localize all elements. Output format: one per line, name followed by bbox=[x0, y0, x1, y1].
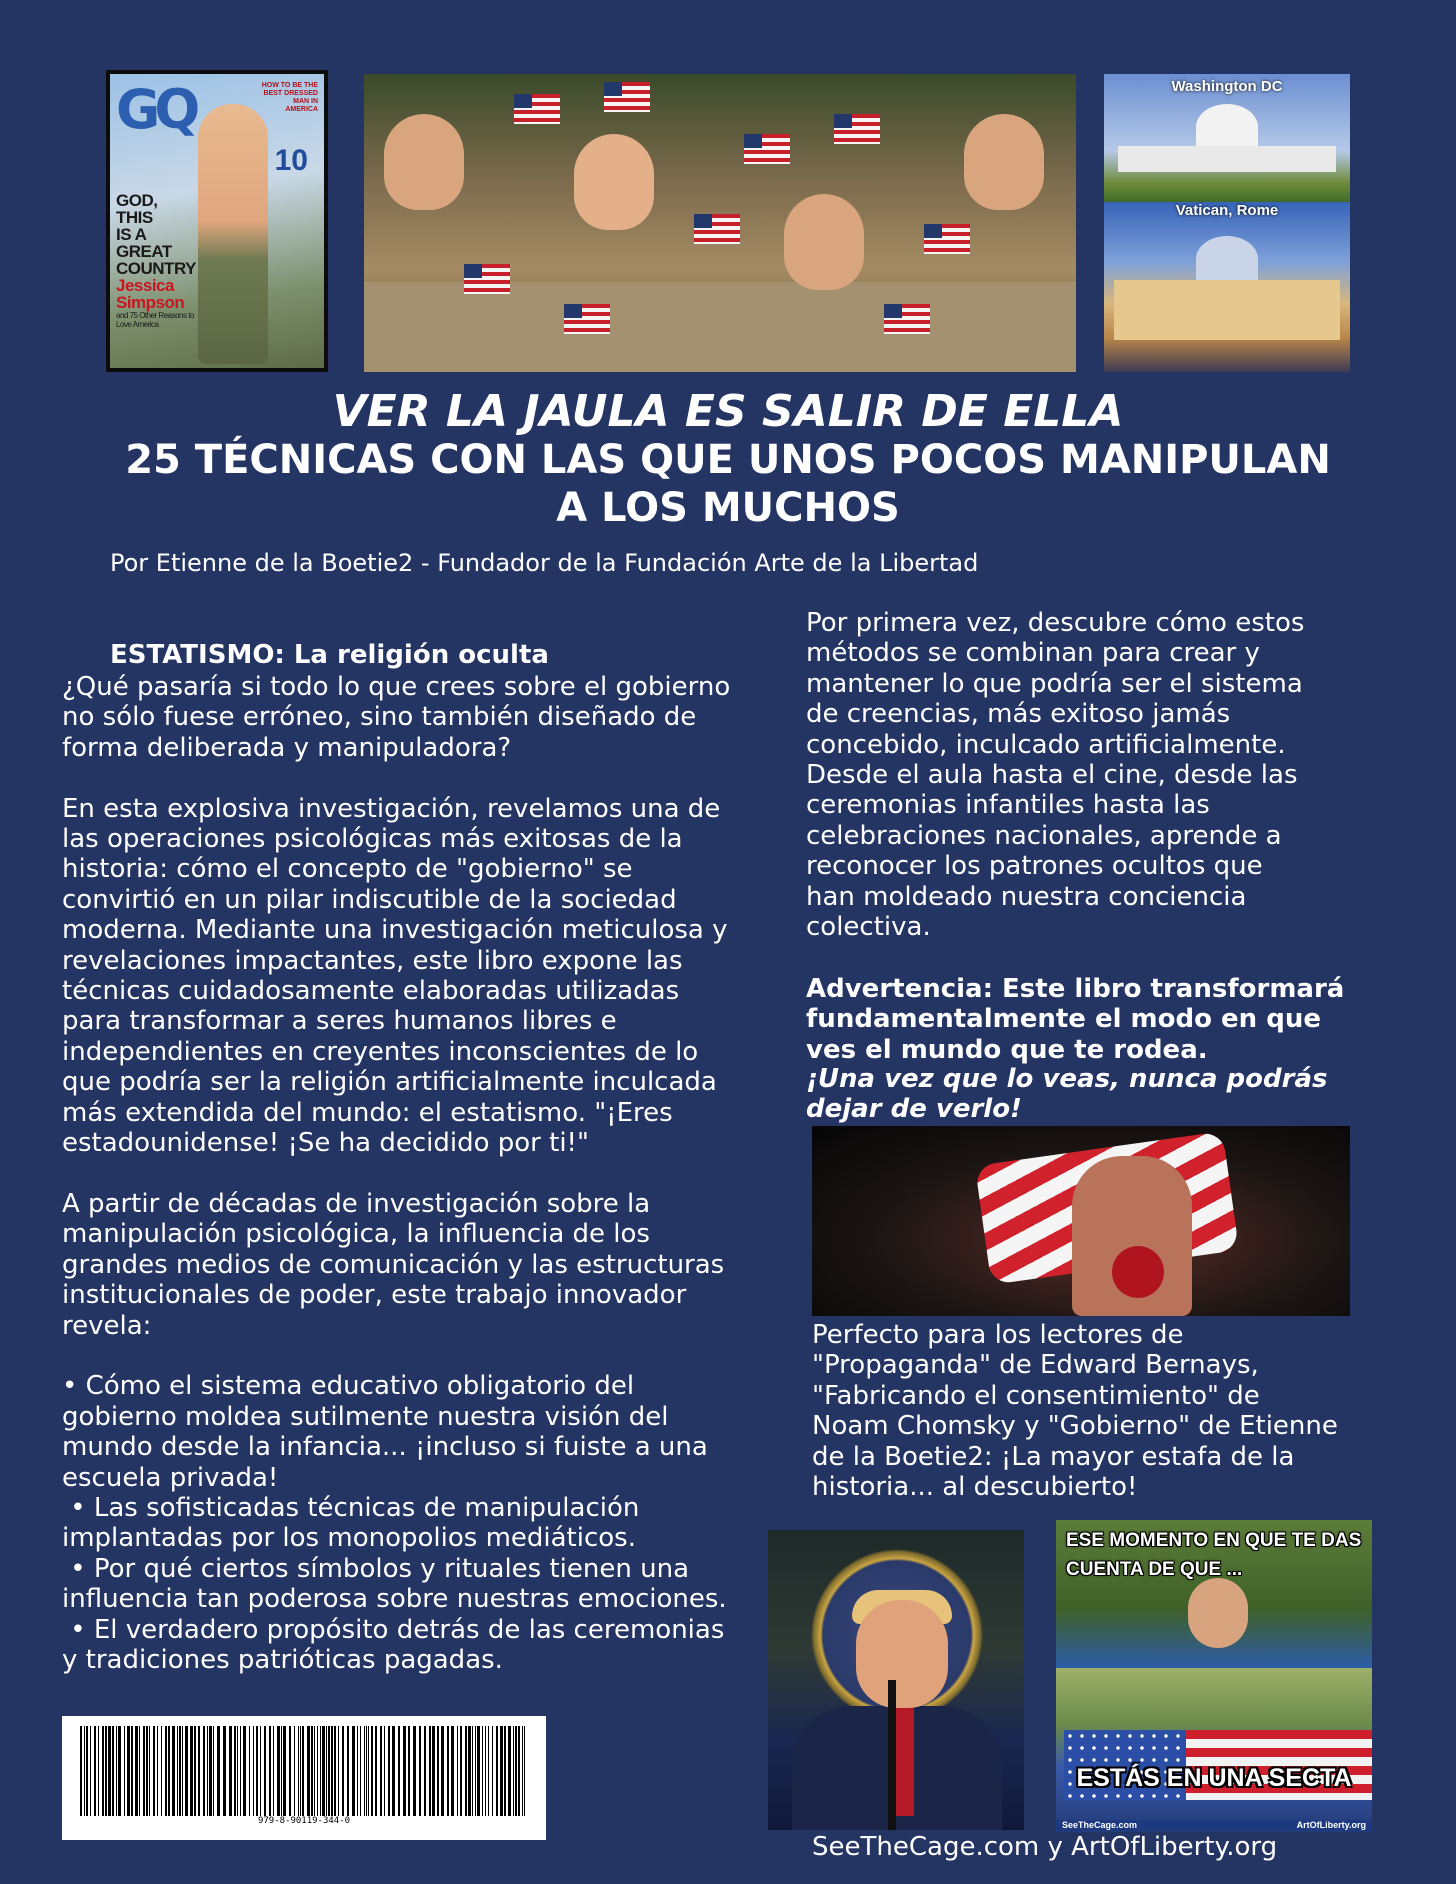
gq-logo: GQ bbox=[116, 78, 195, 141]
boxer-with-flag-photo bbox=[812, 1126, 1350, 1316]
barcode-bar bbox=[240, 1726, 241, 1816]
barcode-bar bbox=[388, 1726, 390, 1816]
barcode-bar bbox=[371, 1726, 373, 1816]
barcode-bar bbox=[98, 1726, 99, 1816]
barcode-bar bbox=[203, 1726, 205, 1816]
isbn-number: 979-8-90119-344-0 bbox=[257, 1816, 351, 1826]
barcode-bar bbox=[298, 1726, 299, 1816]
barcode-bar bbox=[331, 1726, 333, 1816]
barcode-bar bbox=[277, 1726, 280, 1816]
barcode-bar bbox=[185, 1726, 188, 1816]
barcode-bar bbox=[451, 1726, 454, 1816]
barcode-bar bbox=[143, 1726, 145, 1816]
barcode-bar bbox=[437, 1726, 439, 1816]
barcode-bar bbox=[165, 1726, 167, 1816]
barcode-bar bbox=[168, 1726, 170, 1816]
barcode-bar bbox=[112, 1726, 114, 1816]
barcode-bar bbox=[253, 1726, 254, 1816]
barcode-bar bbox=[518, 1726, 520, 1816]
barcode-bar bbox=[146, 1726, 148, 1816]
barcode-bar bbox=[398, 1726, 400, 1816]
barcode-bar bbox=[105, 1726, 107, 1816]
barcode-bar bbox=[294, 1726, 295, 1816]
section-heading: ESTATISMO: La religión oculta bbox=[110, 640, 549, 670]
barcode-bar bbox=[157, 1726, 158, 1816]
barcode-bar bbox=[500, 1726, 503, 1816]
barcode-bar bbox=[475, 1726, 476, 1816]
barcode-bar bbox=[460, 1726, 462, 1816]
barcode-bar bbox=[273, 1726, 274, 1816]
barcode-bar bbox=[116, 1726, 117, 1816]
barcode-bar bbox=[457, 1726, 458, 1816]
barcode-bar bbox=[190, 1726, 193, 1816]
barcode-bar bbox=[86, 1726, 88, 1816]
scouts-saluting-photo bbox=[364, 74, 1076, 372]
barcode-bar bbox=[488, 1726, 489, 1816]
author-line: Por Etienne de la Boetie2 - Fundador de la Fundación Arte de la Libertad bbox=[110, 549, 979, 577]
barcode-bar bbox=[260, 1726, 261, 1816]
cover-model-figure bbox=[198, 104, 268, 364]
barcode-bar bbox=[441, 1726, 444, 1816]
barcode-bar bbox=[182, 1726, 183, 1816]
barcode-bar bbox=[237, 1726, 238, 1816]
washington-label: Washington DC bbox=[1171, 78, 1283, 95]
meme-bottom-caption: ESTÁS EN UNA SECTA bbox=[1076, 1764, 1352, 1792]
barcode-bar bbox=[482, 1726, 483, 1816]
barcode-bar bbox=[172, 1726, 175, 1816]
barcode-bar bbox=[127, 1726, 130, 1816]
barcode-bar bbox=[468, 1726, 471, 1816]
barcode-bar bbox=[320, 1726, 321, 1816]
barcode-bar bbox=[161, 1726, 162, 1816]
barcode-bar bbox=[419, 1726, 421, 1816]
barcode-bars bbox=[80, 1726, 528, 1816]
barcode-bar bbox=[300, 1726, 301, 1816]
barcode-bar bbox=[413, 1726, 416, 1816]
book-subtitle: 25 TÉCNICAS CON LAS QUE UNOS POCOS MANIPULAN A LOS MUCHOS bbox=[125, 437, 1331, 531]
barcode-bar bbox=[366, 1726, 367, 1816]
barcode-bar bbox=[249, 1726, 250, 1816]
barcode-bar bbox=[131, 1726, 133, 1816]
barcode-bar bbox=[338, 1726, 339, 1816]
isbn-barcode bbox=[62, 1716, 546, 1840]
barcode-bar bbox=[317, 1726, 318, 1816]
barcode-bar bbox=[289, 1726, 291, 1816]
barcode-bar bbox=[269, 1726, 271, 1816]
barcode-bar bbox=[334, 1726, 336, 1816]
barcode-bar bbox=[485, 1726, 486, 1816]
right-column-body: Por primera vez, descubre cómo estos métodos se combinan para crear y mantener lo que podría ser el sistema de creencias, más exitoso jamás concebido, inculcado artificialmente. Desde el aula hasta el cine, desde las ceremonias infantiles hasta las celebraciones nacionales, aprende a reconocer los patrones ocultos que han moldeado nuestra conciencia colectiva. bbox=[806, 608, 1305, 943]
gq-side-number: 10 bbox=[274, 144, 308, 177]
meme-top-caption: ESE MOMENTO EN QUE TE DAS CUENTA DE QUE ... bbox=[1066, 1530, 1362, 1580]
barcode-bar bbox=[153, 1726, 155, 1816]
barcode-bar bbox=[135, 1726, 138, 1816]
barcode-bar bbox=[256, 1726, 258, 1816]
barcode-bar bbox=[392, 1726, 395, 1816]
barcode-bar bbox=[209, 1726, 212, 1816]
barcode-bar bbox=[217, 1726, 220, 1816]
barcode-bar bbox=[94, 1726, 96, 1816]
barcode-bar bbox=[403, 1726, 406, 1816]
recommendation-text: Perfecto para los lectores de "Propaganda" de Edward Bernays, "Fabricando el consentimiento" de Noam Chomsky y "Gobierno" de Etienne de la Boetie2: ¡La mayor estafa de la historia... al descubierto! bbox=[812, 1320, 1338, 1503]
barcode-bar bbox=[357, 1726, 358, 1816]
barcode-bar bbox=[447, 1726, 449, 1816]
barcode-bar bbox=[90, 1726, 91, 1816]
barcode-bar bbox=[243, 1726, 246, 1816]
barcode-bar bbox=[149, 1726, 150, 1816]
book-title: VER LA JAULA ES SALIR DE ELLA bbox=[332, 386, 1124, 437]
warning-italic-text: ¡Una vez que lo veas, nunca podrás dejar de verlo! bbox=[806, 1064, 1328, 1125]
barcode-bar bbox=[194, 1726, 196, 1816]
barcode-bar bbox=[322, 1726, 325, 1816]
barcode-bar bbox=[429, 1726, 431, 1816]
footer-websites: SeeTheCage.com y ArtOfLiberty.org bbox=[812, 1832, 1278, 1862]
barcode-bar bbox=[80, 1726, 82, 1816]
barcode-bar bbox=[504, 1726, 506, 1816]
barcode-bar bbox=[314, 1726, 315, 1816]
barcode-bar bbox=[307, 1726, 310, 1816]
barcode-bar bbox=[229, 1726, 232, 1816]
gq-side-headline: HOW TO BE THE BEST DRESSED MAN IN AMERICA bbox=[261, 82, 318, 113]
barcode-bar bbox=[179, 1726, 181, 1816]
barcode-bar bbox=[84, 1726, 85, 1816]
barcode-bar bbox=[352, 1726, 355, 1816]
barcode-bar bbox=[328, 1726, 330, 1816]
barcode-bar bbox=[432, 1726, 435, 1816]
barcode-bar bbox=[302, 1726, 304, 1816]
left-column-body: ¿Qué pasaría si todo lo que crees sobre el gobierno no sólo fuese erróneo, sino también diseñado de forma deliberada y manipuladora? En esta explosiva investigación, revelamos una de las operaciones psicológicas más exitosas de la historia: cómo el concepto de "gobierno" se convirtió en un pilar indiscutible de la sociedad moderna. Mediante una investigación meticulosa y revelaciones impactantes, este libro expone las técnicas cuidadosamente elaboradas utilizadas para transformar a seres humanos libres e independientes en creyentes inconscientes de lo que podría ser la religión artificialmente inculcada más extendida del mundo: el estatismo. "¡Eres estadounidense! ¡Se ha decidido por ti!" A partir de décadas de investigación sobre la manipulación psicológica, la influencia de los grandes medios de comunicación y las estructuras institucionales de poder, este trabajo innovador revela: • Cómo el sistema educativo obligatorio del gobierno moldea sutilmente nuestra visión del mundo desde la infancia... ¡incluso si fuiste a una escuela privada! • Las sofisticadas técnicas de manipulación implantadas por los monopolios mediáticos. • Por qué ciertos símbolos y rituales tienen una influencia tan poderosa sobre nuestras emociones. • El verdadero propósito detrás de las ceremonias y tradiciones patrióticas pagadas. bbox=[62, 672, 731, 1675]
barcode-bar bbox=[364, 1726, 365, 1816]
barcode-bar bbox=[477, 1726, 480, 1816]
meme-footer: SeeTheCage.com ArtOfLiberty.org bbox=[1056, 1820, 1372, 1830]
barcode-bar bbox=[347, 1726, 349, 1816]
warning-text: Advertencia: Este libro transformará fundamentalmente el modo en que ves el mundo que te rodea. bbox=[806, 974, 1345, 1065]
washington-vatican-photo bbox=[1104, 74, 1350, 372]
barcode-bar bbox=[408, 1726, 410, 1816]
barcode-bar bbox=[283, 1726, 286, 1816]
barcode-bar bbox=[380, 1726, 382, 1816]
barcode-bar bbox=[311, 1726, 313, 1816]
barcode-bar bbox=[360, 1726, 361, 1816]
gq-magazine-cover-image bbox=[106, 70, 328, 372]
barcode-bar bbox=[326, 1726, 327, 1816]
barcode-bar bbox=[108, 1726, 111, 1816]
barcode-bar bbox=[375, 1726, 377, 1816]
barcode-bar bbox=[508, 1726, 511, 1816]
barcode-bar bbox=[139, 1726, 140, 1816]
barcode-bar bbox=[492, 1726, 493, 1816]
barcode-bar bbox=[124, 1726, 125, 1816]
barcode-bar bbox=[281, 1726, 282, 1816]
barcode-bar bbox=[118, 1726, 121, 1816]
barcode-bar bbox=[368, 1726, 369, 1816]
barcode-bar bbox=[496, 1726, 498, 1816]
barcode-bar bbox=[264, 1726, 266, 1816]
barcode-bar bbox=[424, 1726, 426, 1816]
barcode-bar bbox=[472, 1726, 473, 1816]
barcode-bar bbox=[177, 1726, 178, 1816]
barcode-bar bbox=[234, 1726, 236, 1816]
barcode-bar bbox=[465, 1726, 467, 1816]
speaker-at-podium-photo bbox=[768, 1530, 1024, 1830]
vatican-label: Vatican, Rome bbox=[1175, 202, 1279, 219]
gq-cover-headline: GOD, THIS IS A GREAT COUNTRY Jessica Simpson and 75 Other Reasons to Love America bbox=[116, 191, 196, 329]
barcode-bar bbox=[213, 1726, 214, 1816]
barcode-bar bbox=[384, 1726, 385, 1816]
barcode-bar bbox=[207, 1726, 208, 1816]
barcode-bar bbox=[513, 1726, 514, 1816]
barcode-bar bbox=[198, 1726, 200, 1816]
barcode-bar bbox=[524, 1726, 525, 1816]
barcode-bar bbox=[342, 1726, 344, 1816]
barcode-bar bbox=[522, 1726, 523, 1816]
barcode-bar bbox=[515, 1726, 517, 1816]
cult-meme-image bbox=[1056, 1520, 1372, 1832]
barcode-bar bbox=[223, 1726, 226, 1816]
barcode-bar bbox=[102, 1726, 104, 1816]
